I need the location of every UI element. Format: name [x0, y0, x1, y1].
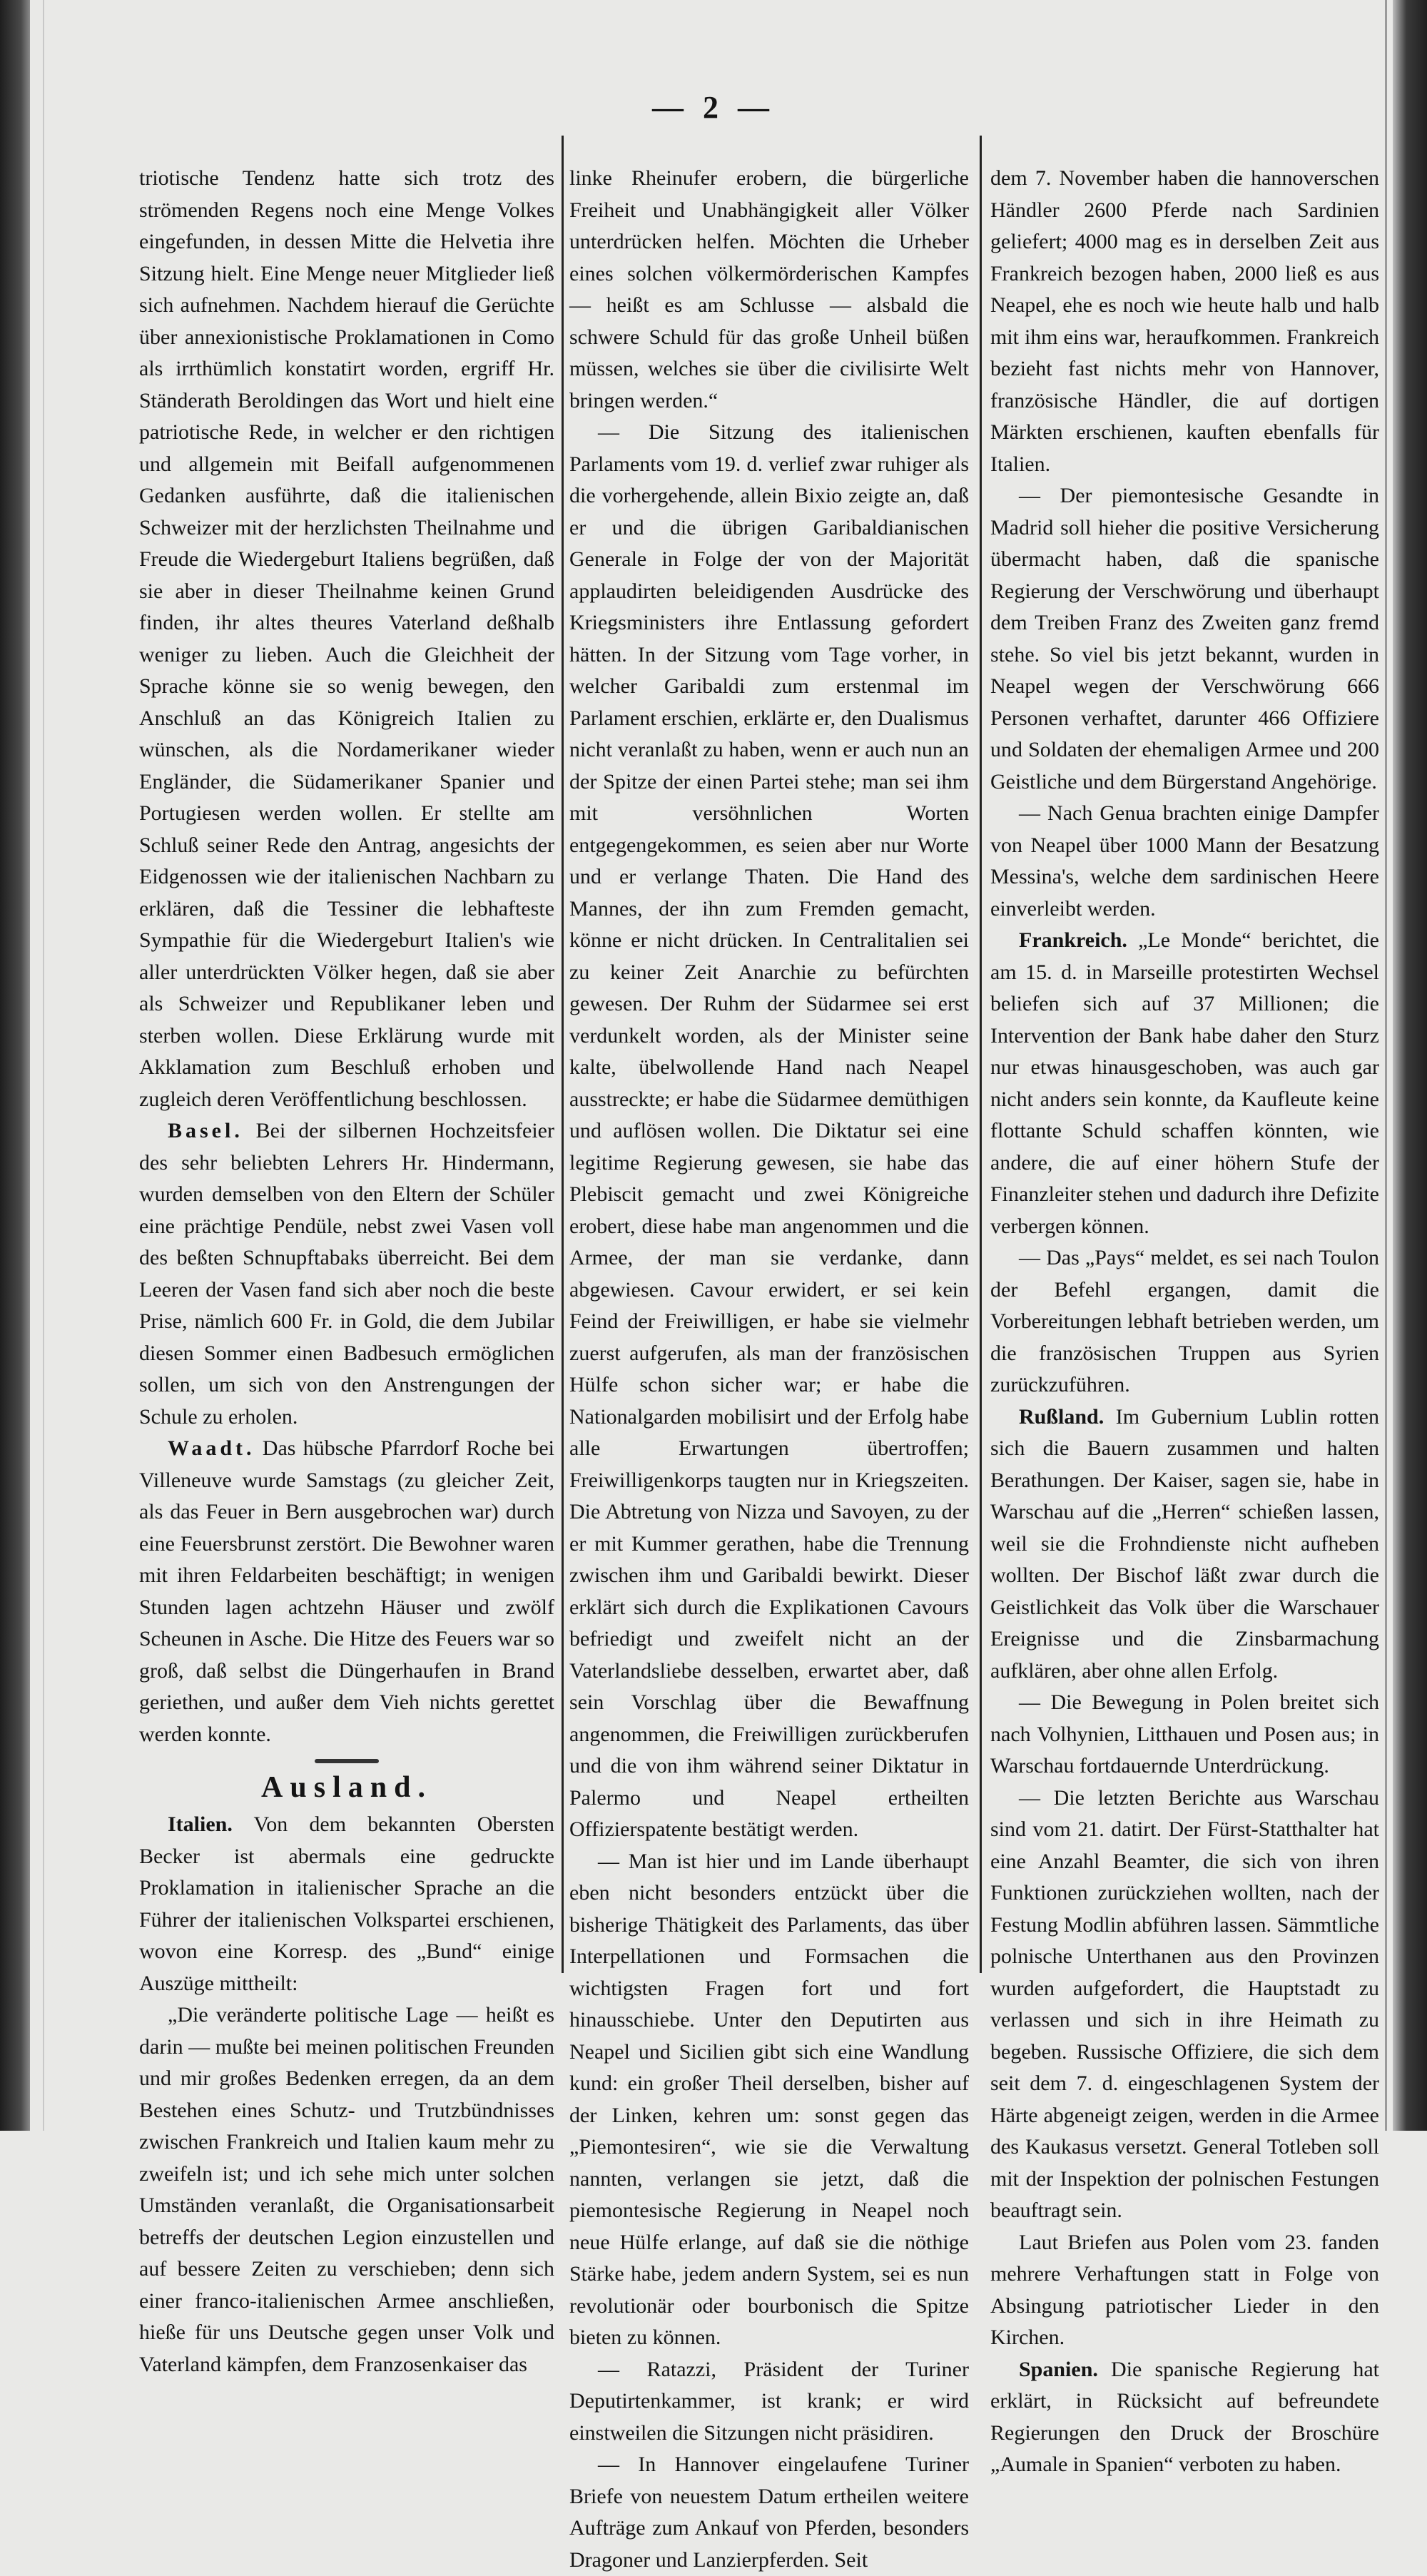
paragraph-lead: Frankreich. — [1019, 928, 1127, 952]
column-2 — [569, 163, 969, 2576]
article-paragraph — [990, 1783, 1379, 2227]
paragraph-text: — In Hannover eingelaufene Turiner Briefe von neuestem Datum ertheilen weitere Aufträge zum Ankauf von Pferden, besonders Dragoner und Lanzierpferden. Seit — [569, 2453, 969, 2572]
article-paragraph — [990, 1687, 1379, 1783]
article-paragraph — [990, 1242, 1379, 1401]
paragraph-lead: Rußland. — [1019, 1404, 1104, 1429]
article-paragraph — [990, 925, 1379, 1242]
article-paragraph — [569, 1846, 969, 2354]
column-1 — [139, 163, 554, 2380]
article-paragraph — [569, 2449, 969, 2576]
article-paragraph — [990, 480, 1379, 798]
paragraph-text: Von dem bekannten Obersten Becker ist abermals eine gedruckte Proklamation in italienischer Sprache an die Führer der italienischen Volkspartei erschienen, wovon eine Korresp. des „Bund“ einige Auszüge mittheilt: — [139, 1812, 554, 1995]
scan-right-edge — [1393, 0, 1427, 2131]
paragraph-text: — Nach Genua brachten einige Dampfer von Neapel über 1000 Mann der Besatzung Messina's, welche dem sardinischen Heere einverleibt werden. — [990, 801, 1379, 921]
paragraph-text: Das hübsche Pfarrdorf Roche bei Villeneuve wurde Samstags (zu gleicher Zeit, als das Feuer in Bern ausgebrochen war) durch eine Feuersbrunst zerstört. Die Bewohner waren mit ihren Feldarbeiten beschäftigt; in wenigen Stunden lagen achtzehn Häuser und zwölf Scheunen in Asche. Die Hitze des Feuers war so groß, daß selbst die Düngerhaufen in Brand geriethen, und außer dem Vieh nichts gerettet werden konnte. — [139, 1436, 554, 1746]
paragraph-text: — Der piemontesische Gesandte in Madrid soll hieher die positive Versicherung übermacht haben, daß die spanische Regierung der Verschwörung und überhaupt dem Treiben Franz des Zweiten ganz fremd stehe. So viel bis jetzt bekannt, wurden in Neapel wegen der Verschwörung 666 Personen verhaftet, darunter 466 Offiziere und Soldaten der ehemaligen Armee und 200 Geistliche und dem Bürgerstand Angehörige. — [990, 484, 1379, 793]
article-paragraph — [139, 163, 554, 1115]
article-paragraph — [990, 2227, 1379, 2354]
column-rule — [980, 136, 982, 1973]
article-paragraph — [990, 163, 1379, 480]
paragraph-text: — Die Sitzung des italienischen Parlaments vom 19. d. verlief zwar ruhiger als die vorhergehende, allein Bixio zeigte an, daß er und die übrigen Garibaldianischen Generale in Folge der von der Majorität applaudirten beleidigenden Ausdrücke des Kriegsministers ihre Entlassung gefordert hätten. In der Sitzung vom Tage vorher, in welcher Garibaldi zum erstenmal im Parlament erschien, erklärte er, den Dualismus nicht veranlaßt zu haben, wenn er auch nun an der Spitze der einen Partei stehe; man sei ihm mit versöhnlichen Worten entgegengekommen, es seien aber nur Worte und er verlange Thaten. Die Hand des Mannes, der ihn zum Fremden gemacht, könne er nicht drücken. In Centralitalien sei zu keiner Zeit Anarchie zu befürchten gewesen. Der Ruhm der Südarmee sei erst verdunkelt worden, als der Minister seine kalte, übelwollende Hand nach Neapel ausstreckte; er habe die Südarmee demüthigen und auflösen wollen. Die Diktatur sei eine legitime Regierung gewesen, sie habe das Plebiscit gemacht und zwei Königreiche erobert, diese habe man angenommen und die Armee, der man sie verdanke, dann abgewiesen. Cavour erwidert, er sei kein Feind der Freiwilligen, er habe sie vielmehr zuerst aufgerufen, als man der französischen Hülfe schon sicher war; er habe die Nationalgarden mobilisirt und der Erfolg habe alle Erwartungen übertroffen; Freiwilligenkorps taugten nur in Kriegszeiten. Die Abtretung von Nizza und Savoyen, zu der er mit Kummer gerathen, habe die Trennung zwischen ihm und Garibaldi bewirkt. Dieser erklärt sich durch die Explikationen Cavours befriedigt und zweifelt nicht an der Vaterlandsliebe desselben, erwartet aber, daß sein Vorschlag über die Bewaffnung angenommen, die Freiwilligen zurückberufen und die von ihm während seiner Diktatur in Palermo und Neapel ertheilten Offizierspatente bestätigt werden. — [569, 420, 969, 1841]
article-paragraph — [990, 2354, 1379, 2481]
article-paragraph — [569, 2354, 969, 2450]
paragraph-text: triotische Tendenz hatte sich trotz des strömenden Regens noch eine Menge Volkes eingefunden, in dessen Mitte die Helvetia ihre Sitzung hielt. Eine Menge neuer Mitglieder ließ sich aufnehmen. Nachdem hierauf die Gerüchte über annexionistische Proklamationen in Como als irrthümlich konstatirt worden, ergriff Hr. Ständerath Beroldingen das Wort und hielt eine patriotische Rede, in welcher er den richtigen und allgemein mit Beifall aufgenommenen Gedanken ausführte, daß die italienischen Schweizer mit der herzlichsten Theilnahme und Freude die Wiedergeburt Italiens begrüßen, daß sie aber in dieser Theilnahme keinen Grund finden, ihr altes theures Vaterland deßhalb weniger zu lieben. Auch die Gleichheit der Sprache könne sie so wenig bewegen, den Anschluß an das Königreich Italien zu wünschen, als die Nordamerikaner wieder Engländer, die Südamerikaner Spanier und Portugiesen werden wollen. Er stellte am Schluß seiner Rede den Antrag, angesichts der Eidgenossen wie der italienischen Nachbarn zu erklären, daß die Tessiner die lebhafteste Sympathie für die Wiedergeburt Italien's wie aller unterdrückten Völker hegen, daß sie aber als Schweizer und Republikaner leben und sterben wollen. Diese Erklärung wurde mit Akklamation zum Beschluß erhoben und zugleich deren Veröffentlichung beschlossen. — [139, 166, 554, 1111]
paragraph-text: dem 7. November haben die hannoverschen Händler 2600 Pferde nach Sardinien geliefert; 4000 mag es in derselben Zeit aus Frankreich bezogen haben, 2000 ließ es aus Neapel, ehe es noch wie heute halb und halb mit ihm eins war, heraufkommen. Frankreich bezieht fast nichts mehr von Hannover, französische Händler, die auf dortigen Märkten erschienen, kauften ebenfalls für Italien. — [990, 166, 1379, 476]
paragraph-text: „Le Monde“ berichtet, die am 15. d. in Marseille protestirten Wechsel beliefen sich auf 37 Millionen; die Intervention der Bank habe daher den Sturz nur etwas hinausgeschoben, was auch gar nicht anders sein konnte, da Kaufleute keine flottante Schuld schaffen könnten, wie andere, die auf einer höhern Stufe der Finanzleiter stehen und dadurch ihre Defizite verbergen können. — [990, 928, 1379, 1238]
article-paragraph — [139, 1433, 554, 1750]
column-3 — [990, 163, 1379, 2481]
paragraph-text: — Die Bewegung in Polen breitet sich nach Volhynien, Litthauen und Posen aus; in Warschau fortdauernde Unterdrückung. — [990, 1690, 1379, 1778]
scan-left-edge — [0, 0, 30, 2131]
paragraph-lead: Spanien. — [1019, 2357, 1098, 2381]
section-heading-ausland: Ausland. — [261, 1771, 432, 1804]
paragraph-lead: Waadt. — [168, 1436, 255, 1460]
paragraph-text: Im Gubernium Lublin rotten sich die Bauern zusammen und halten Berathungen. Der Kaiser, sagen sie, habe in Warschau auf die „Herren“ schießen lassen, weil sie die Frohndienste nicht aufheben wollten. Der Bischof läßt zwar durch die Geistlichkeit das Volk über die Warschauer Ereignisse und die Zinsbarmachung aufklären, aber ohne allen Erfolg. — [990, 1404, 1379, 1683]
scan-right-border — [1385, 0, 1387, 2131]
paragraph-lead: Italien. — [168, 1812, 233, 1836]
paragraph-text: — Ratazzi, Präsident der Turiner Deputirtenkammer, ist krank; er wird einstweilen die Sitzungen nicht präsidiren. — [569, 2357, 969, 2445]
article-paragraph — [990, 798, 1379, 925]
page-fold-line — [43, 0, 44, 2131]
article-paragraph — [569, 417, 969, 1846]
section-divider — [315, 1759, 379, 1763]
article-paragraph — [139, 1999, 554, 2380]
article-paragraph — [139, 1115, 554, 1433]
article-paragraph — [139, 1809, 554, 1999]
paragraph-text: „Die veränderte politische Lage — heißt es darin — mußte bei meinen politischen Freunden und mir großes Bedenken erregen, da an dem Bestehen eines Schutz- und Trutzbündnisses zwischen Frankreich und Italien kaum mehr zu zweifeln ist; und ich sehe mich unter solchen Umständen veranlaßt, die Organisationsarbeit betreffs der deutschen Legion einzustellen und auf bessere Zeiten zu verschieben; denn sich einer franco-italienischen Armee anschließen, hieße für uns Deutsche gegen unser Volk und Vaterland kämpfen, dem Franzosenkaiser das — [139, 2003, 554, 2376]
paragraph-text: Laut Briefen aus Polen vom 23. fanden mehrere Verhaftungen statt in Folge von Absingung patriotischer Lieder in den Kirchen. — [990, 2230, 1379, 2349]
article-paragraph — [990, 1401, 1379, 1688]
page-number: — 2 — — [652, 90, 775, 125]
paragraph-text: Bei der silbernen Hochzeitsfeier des sehr beliebten Lehrers Hr. Hindermann, wurden demselben von den Eltern der Schüler eine prächtige Pendüle, nebst zwei Vasen voll des beßten Schnupftabaks überreicht. Bei dem Leeren der Vasen fand sich aber noch die beste Prise, nämlich 600 Fr. in Gold, die dem Jubilar diesen Sommer einen Badbesuch ermöglichen sollen, um sich von den Anstrengungen der Schule zu erholen. — [139, 1119, 554, 1429]
paragraph-lead: Basel. — [168, 1119, 243, 1142]
paragraph-text: — Man ist hier und im Lande überhaupt eben nicht besonders entzückt über die bisherige Thätigkeit des Parlaments, das über Interpellationen und Formsachen die wichtigsten Fragen fort und fort hinausschiebe. Unter den Deputirten aus Neapel und Sicilien gibt sich eine Wandlung kund: ein großer Theil derselben, bisher auf der Linken, kehren um: sonst gegen das „Piemontesiren“, wie sie die Verwaltung nannten, verlangen sie jetzt, daß die piemontesische Regierung in Neapel noch neue Hülfe erlange, auf daß sie die nöthige Stärke habe, jedem andern System, sei es nun revolutionär oder bourbonisch die Spitze bieten zu können. — [569, 1849, 969, 2349]
paragraph-text: — Das „Pays“ meldet, es sei nach Toulon der Befehl ergangen, damit die Vorbereitungen lebhaft betrieben werden, um die französischen Truppen aus Syrien zurückzuführen. — [990, 1246, 1379, 1396]
paragraph-text: — Die letzten Berichte aus Warschau sind vom 21. datirt. Der Fürst-Statthalter hat eine Anzahl Beamter, die sich von ihren Funktionen zurückziehen wollten, nach der Festung Modlin abführen lassen. Sämmtliche polnische Unterthanen aus den Provinzen wurden aufgefordert, die Hauptstadt zu verlassen und sich in ihre Heimath zu begeben. Russische Offiziere, die sich dem seit dem 7. d. eingeschlagenen System der Härte abgeneigt zeigen, werden in die Armee des Kaukasus versetzt. General Totleben soll mit der Inspektion der polnischen Festungen beauftragt sein. — [990, 1785, 1379, 2222]
column-rule — [562, 136, 564, 1973]
article-paragraph — [569, 163, 969, 417]
paragraph-text: linke Rheinufer erobern, die bürgerliche Freiheit und Unabhängigkeit aller Völker unterdrücken helfen. Möchten die Urheber eines solchen völkermörderischen Kampfes — heißt es am Schlusse — alsbald die schwere Schuld für das große Unheil büßen müssen, welches sie über die civilisirte Welt bringen werden.“ — [569, 166, 969, 412]
paragraph-text: Die spanische Regierung hat erklärt, in Rücksicht auf befreundete Regierungen den Druck der Broschüre „Aumale in Spanien“ verboten zu haben. — [990, 2357, 1379, 2476]
